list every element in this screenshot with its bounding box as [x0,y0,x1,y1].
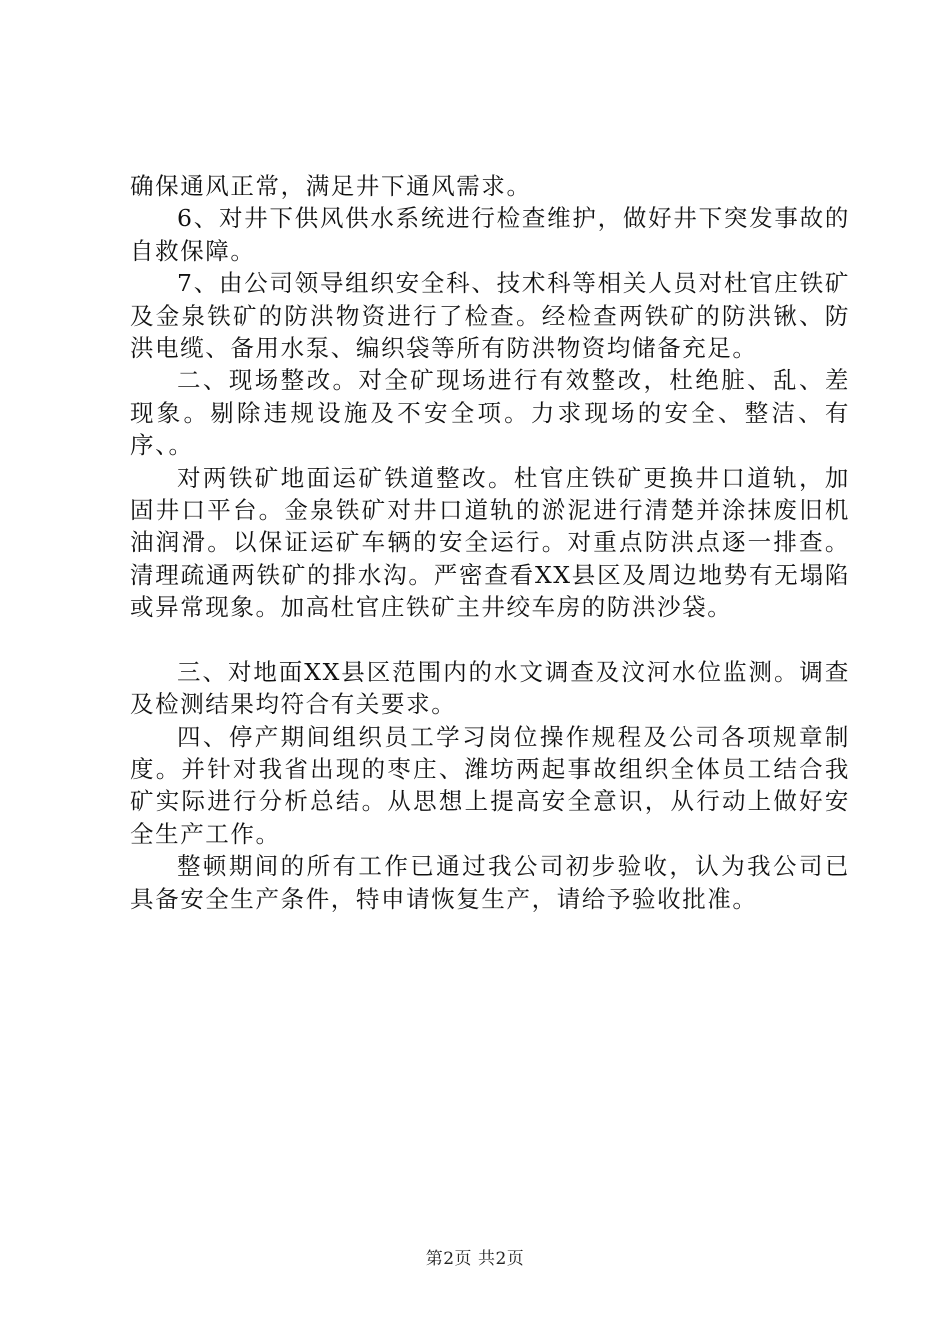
document-body [130,170,850,915]
paragraph-item-6: 6、对井下供风供水系统进行检查维护，做好井下突发事故的自救保障。 [130,204,850,265]
paragraph-section-4: 四、停产期间组织员工学习岗位操作规程及公司各项规章制度。并针对我省出现的枣庄、潍坊两起事故组织全体员工结合我矿实际进行分析总结。从思想上提高安全意识，从行动上做好安全生产工作。 [130,722,850,848]
paragraph-conclusion: 整顿期间的所有工作已通过我公司初步验收，认为我公司已具备安全生产条件，特申请恢复生产，请给予验收批准。 [130,852,850,913]
paragraph-ventilation-continued: 确保通风正常，满足井下通风需求。 [130,172,532,200]
paragraph-item-7: 7、由公司领导组织安全科、技术科等相关人员对杜官庄铁矿及金泉铁矿的防洪物资进行了检查。经检查两铁矿的防洪锹、防洪电缆、备用水泵、编织袋等所有防洪物资均储备充足。 [130,269,850,363]
paragraph-railway-rectification: 对两铁矿地面运矿铁道整改。杜官庄铁矿更换井口道轨，加固井口平台。金泉铁矿对井口道轨的淤泥进行清楚并涂抹废旧机油润滑。以保证运矿车辆的安全运行。对重点防洪点逐一排查。清理疏通两铁矿的排水沟。严密查看XX县区及周边地势有无塌陷或异常现象。加高杜官庄铁矿主井绞车房的防洪沙袋。 [130,463,850,622]
paragraph-section-2: 二、现场整改。对全矿现场进行有效整改，杜绝脏、乱、差现象。剔除违规设施及不安全项。力求现场的安全、整洁、有序、。 [130,366,850,460]
paragraph-section-3: 三、对地面XX县区范围内的水文调查及汶河水位监测。调查及检测结果均符合有关要求。 [130,657,850,719]
page-number-footer: 第2页 共2页 [425,1249,525,1269]
